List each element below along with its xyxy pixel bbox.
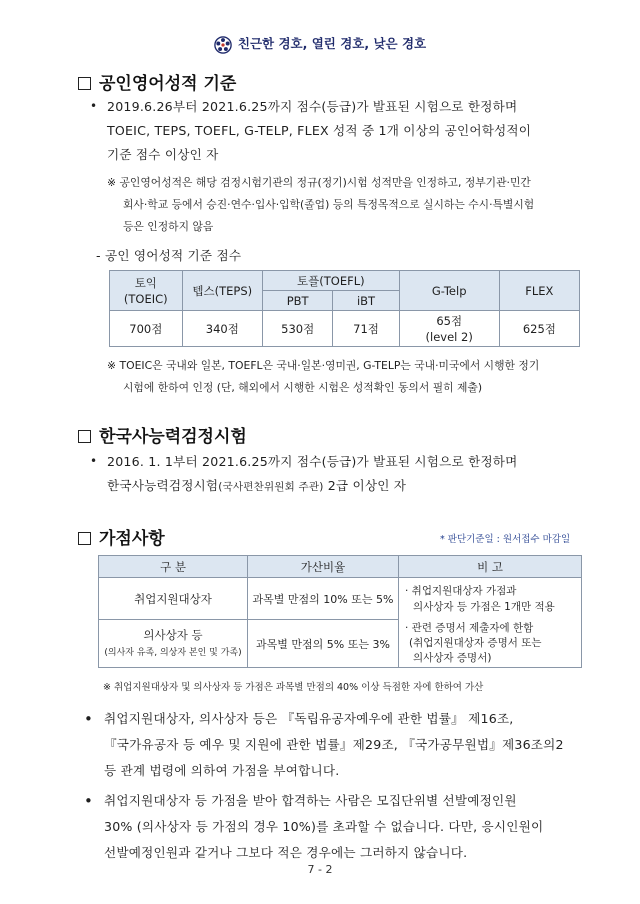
para-line: 30% (의사상자 등 가점의 경우 10%)를 초과할 수 없습니다. 다만, 응시인원이 (104, 819, 544, 834)
note-line: ※ TOEIC은 국내와 일본, TOEFL은 국내·일본·영미권, G-TELP는 국내·미국에서 시행한 정기 (107, 359, 540, 372)
header-ibt: iBT (333, 291, 399, 311)
value-teps: 340점 (182, 311, 262, 347)
bullet-icon: • (90, 99, 98, 113)
para-line: 『국가유공자 등 예우 및 지원에 관한 법률』제29조, 『국가공무원법』제36조의2 (104, 737, 564, 752)
bonus-table (98, 555, 582, 668)
remark-line: · 관련 증명서 제출자에 한함 (405, 621, 534, 634)
section-title-text: 가점사항 (99, 529, 165, 549)
emblem-icon (214, 36, 232, 54)
checkbox-square-icon (78, 77, 91, 90)
value-pbt: 530점 (262, 311, 332, 347)
row2-label-main: 의사상자 등 (143, 627, 203, 642)
english-note (107, 172, 597, 238)
note-line: ※ 공인영어성적은 해당 검정시험기관의 정규(정기)시험 성적만을 인정하고, 정부기관·민간 (107, 176, 531, 189)
header-toeic-line2: (TOEIC) (123, 291, 168, 306)
para-line: 2019.6.26부터 2021.6.25까지 점수(등급)가 발표된 시험으로 한정하며 (107, 99, 518, 114)
row1-label: 취업지원대상자 (99, 578, 248, 620)
remark-line: 의사상자 등 가점은 1개만 적용 (413, 600, 555, 613)
checkbox-square-icon (78, 532, 91, 545)
section-title-text: 한국사능력검정시험 (99, 427, 247, 447)
para-text: 한국사능력검정시험 (107, 478, 219, 493)
row2-rate: 과목별 만점의 5% 또는 3% (248, 620, 399, 668)
english-score-table (109, 270, 580, 347)
header-toefl: 토플(TOEFL) (262, 271, 399, 291)
note-line: 회사·학교 등에서 승진·연수·입사·입학(졸업) 등의 특정목적으로 실시하는 수시·특별시험 (123, 198, 535, 211)
bonus-paragraph-2 (104, 788, 594, 866)
row2-remark (399, 620, 582, 668)
row1-remark (399, 578, 582, 620)
bonus-table-note: ※ 취업지원대상자 및 의사상자 등 가점은 과목별 만점의 40% 이상 득점한 자에 한하여 가산 (103, 682, 484, 693)
row2-label (99, 620, 248, 668)
row1-rate: 과목별 만점의 10% 또는 5% (248, 578, 399, 620)
table-note (107, 355, 597, 399)
para-line: 취업지원대상자, 의사상자 등은 『독립유공자예우에 관한 법률』 제16조, (104, 711, 514, 726)
bullet-icon: • (90, 454, 98, 468)
english-criteria-paragraph (107, 95, 587, 167)
note-line: 등은 인정하지 않음 (123, 220, 214, 233)
checkbox-square-icon (78, 430, 91, 443)
para-text-small: (국사편찬위원회 주관) (218, 481, 324, 493)
para-line: TOEIC, TEPS, TOEFL, G-TELP, FLEX 성적 중 1개 이상의 공인어학성적이 (107, 123, 532, 138)
value-gtelp-line2: (level 2) (425, 329, 473, 344)
header-rate: 가산비율 (248, 556, 399, 578)
para-line: 선발예정인원과 같거나 그보다 적은 경우에는 그러하지 않습니다. (104, 845, 468, 860)
para-line: 기준 점수 이상인 자 (107, 147, 219, 162)
row2-label-sub: (의사자 유족, 의상자 본인 및 가족) (104, 647, 242, 658)
reference-date: * 판단기준일 : 원서접수 마감일 (440, 534, 571, 545)
bullet-icon: • (84, 792, 93, 810)
header-teps: 텝스(TEPS) (182, 271, 262, 311)
section-title-english (78, 69, 236, 94)
slogan: 친근한 경호, 열린 경호, 낮은 경호 (237, 36, 427, 51)
section-title-bonus (78, 524, 165, 549)
header-toeic-line1: 토익 (134, 275, 157, 290)
para-line: 취업지원대상자 등 가점을 받아 합격하는 사람은 모집단위별 선발예정인원 (104, 793, 517, 808)
remark-line: 의사상자 증명서) (413, 651, 492, 664)
value-ibt: 71점 (333, 311, 399, 347)
value-flex: 625점 (499, 311, 579, 347)
page-header (0, 34, 640, 54)
section-title-text: 공인영어성적 기준 (99, 74, 237, 94)
para-line: 등 관계 법령에 의하여 가점을 부여합니다. (104, 763, 340, 778)
page-number: 7 - 2 (307, 863, 333, 876)
header-pbt: PBT (262, 291, 332, 311)
note-line: 시험에 한하여 인정 (단, 해외에서 시행한 시험은 성적확인 동의서 필히 제출) (123, 381, 483, 394)
value-toeic: 700점 (110, 311, 183, 347)
header-remark: 비 고 (399, 556, 582, 578)
header-category: 구 분 (99, 556, 248, 578)
bullet-icon: • (84, 710, 93, 728)
header-flex: FLEX (499, 271, 579, 311)
bonus-paragraph-1 (104, 706, 594, 784)
remark-line: · 취업지원대상자 가점과 (405, 584, 517, 597)
value-gtelp (399, 311, 499, 347)
history-paragraph (107, 450, 587, 499)
para-text: 2급 이상인 자 (323, 478, 407, 493)
header-toeic (110, 271, 183, 311)
value-gtelp-line1: 65점 (436, 313, 463, 328)
section-title-history (78, 422, 247, 447)
score-table-label: - 공인 영어성적 기준 점수 (96, 248, 242, 263)
header-gtelp: G-Telp (399, 271, 499, 311)
para-line (107, 474, 587, 499)
remark-line: (취업지원대상자 증명서 또는 (409, 636, 542, 649)
para-line: 2016. 1. 1부터 2021.6.25까지 점수(등급)가 발표된 시험으로 한정하며 (107, 454, 518, 469)
